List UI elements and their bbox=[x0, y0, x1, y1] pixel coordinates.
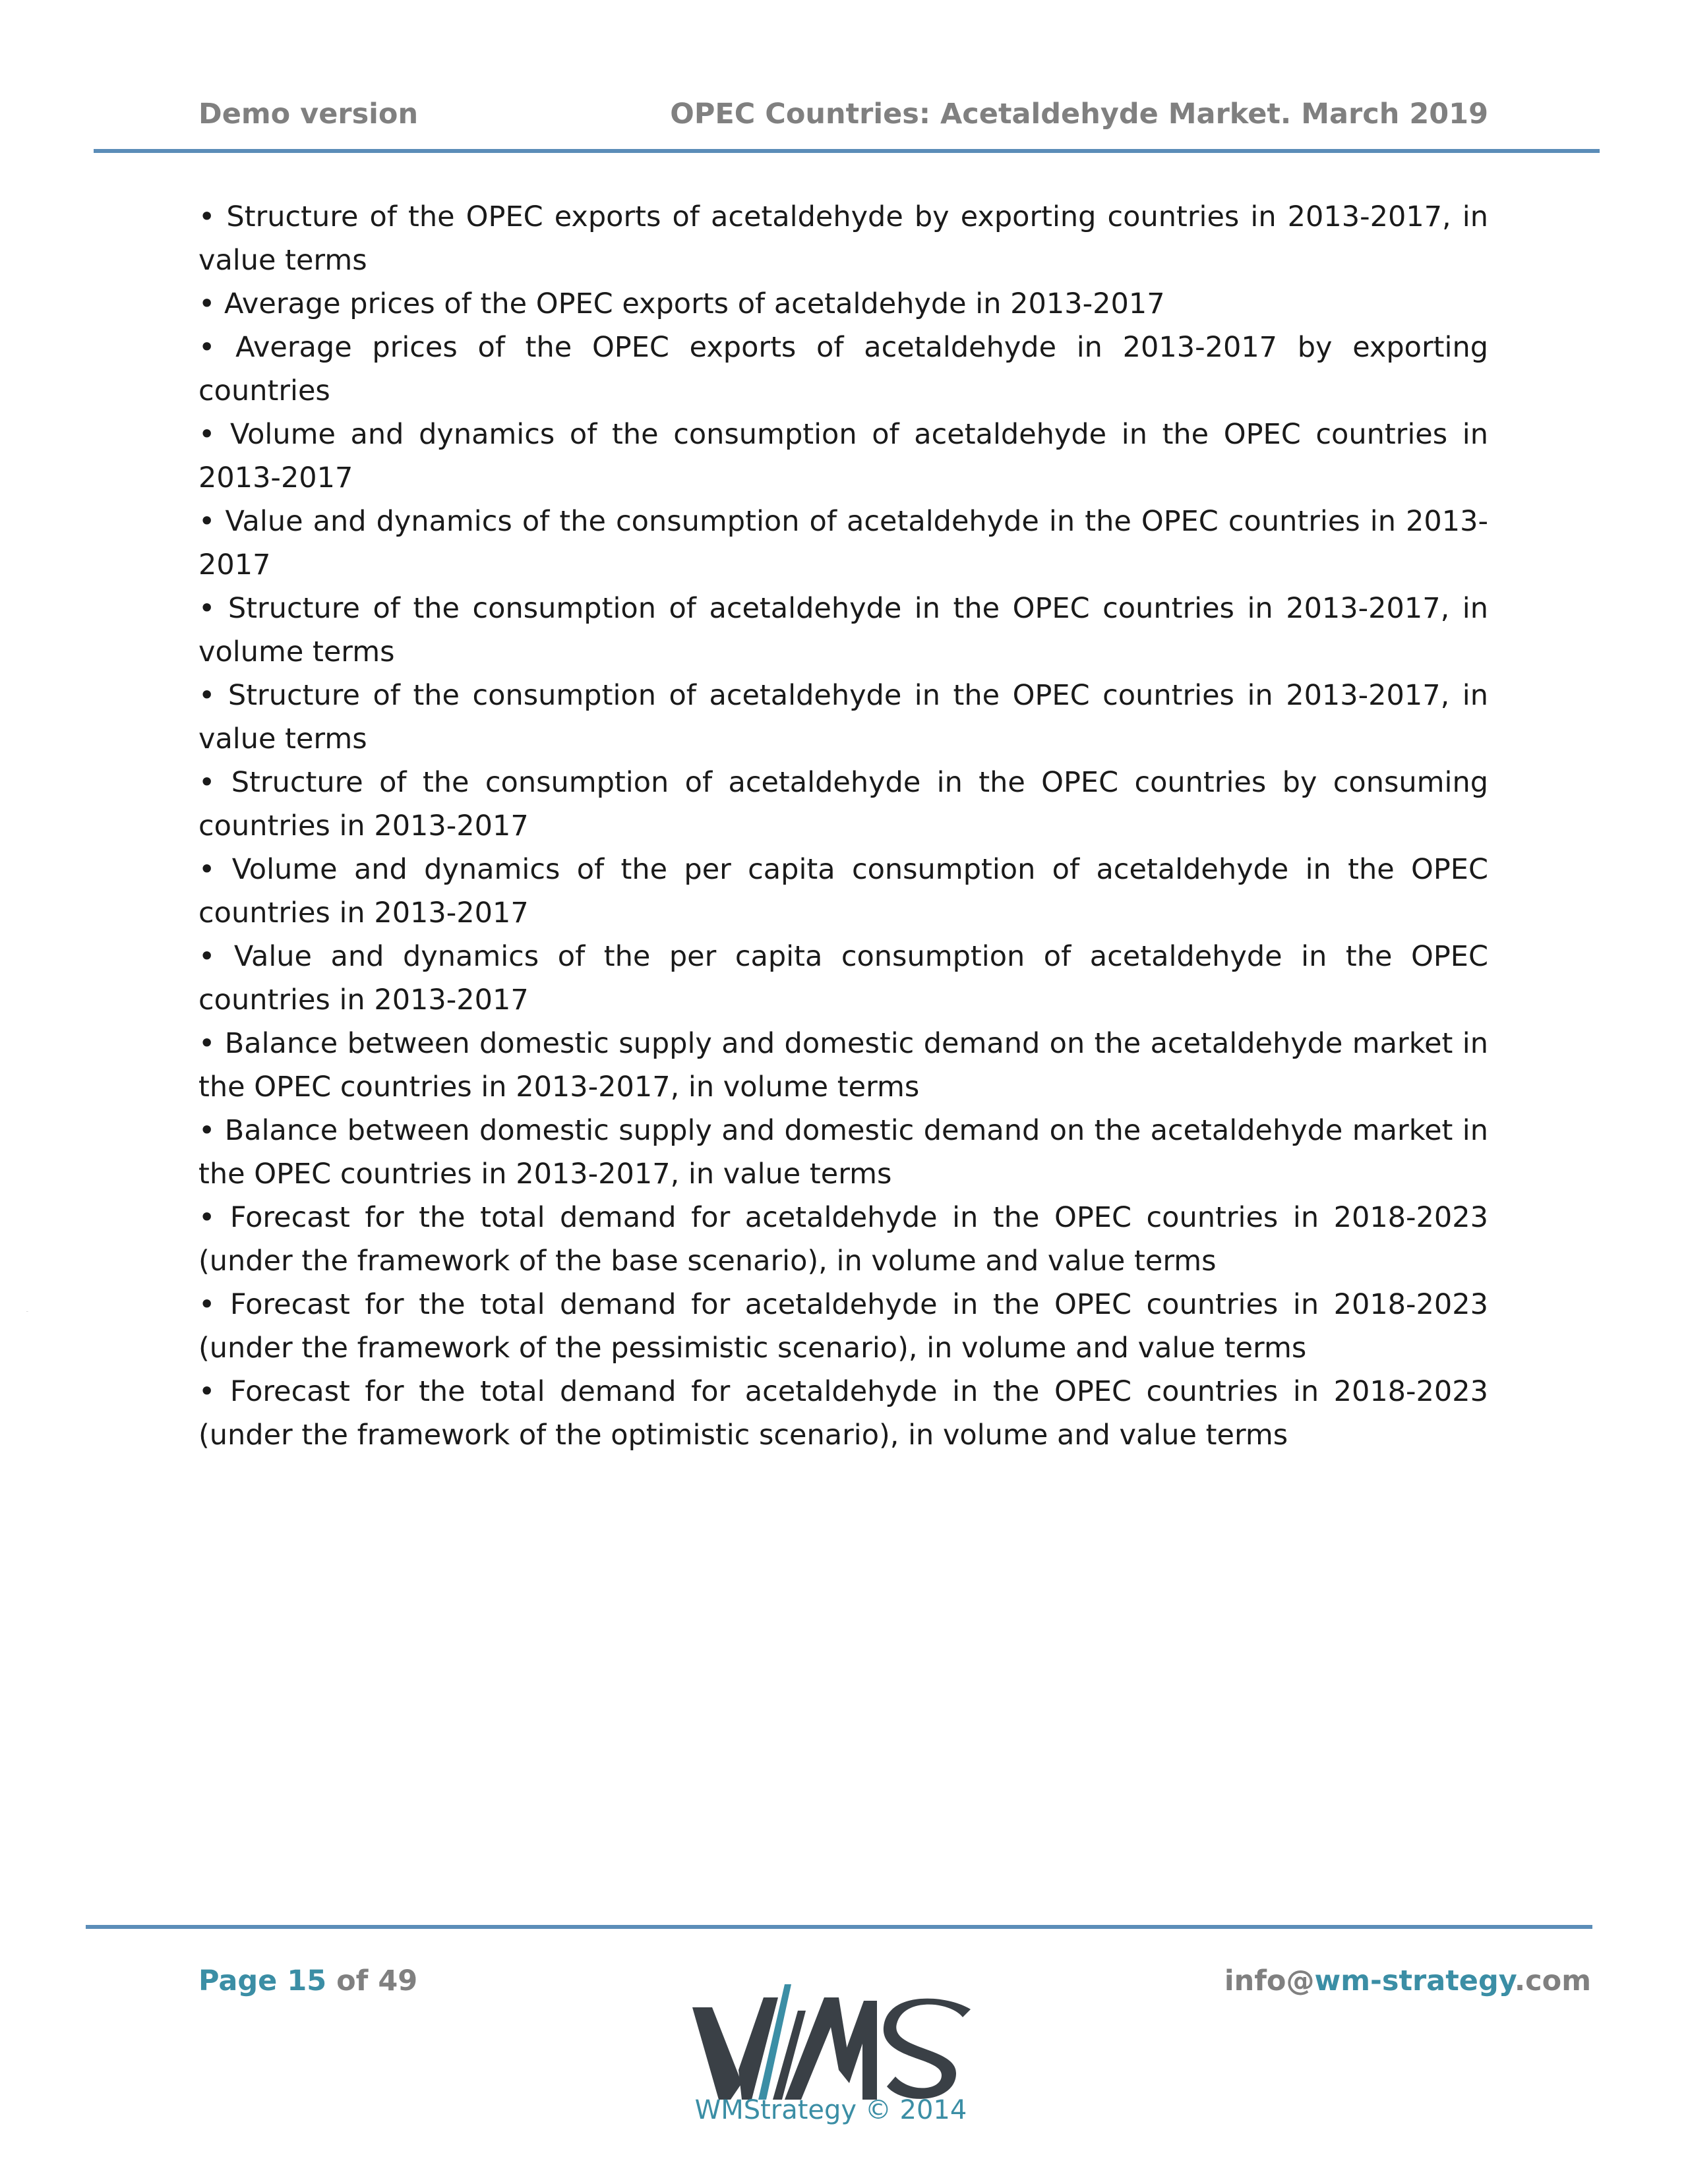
list-item: • Volume and dynamics of the per capita consumption of acetaldehyde in the OPEC countries in 2013-2017 bbox=[198, 853, 1488, 930]
list-item: • Forecast for the total demand for acetaldehyde in the OPEC countries in 2018-2023 (under the framework of the pessimistic scenario), in volume and value terms bbox=[198, 1288, 1488, 1365]
logo-caption: WMStrategy © 2014 bbox=[694, 2095, 967, 2125]
list-item: • Forecast for the total demand for acetaldehyde in the OPEC countries in 2018-2023 (under the framework of the base scenario), in volume and value terms bbox=[198, 1201, 1488, 1278]
header-demo-label: Demo version bbox=[198, 98, 419, 131]
header-title: OPEC Countries: Acetaldehyde Market. March 2019 bbox=[670, 98, 1488, 131]
list-item: • Volume and dynamics of the consumption of acetaldehyde in the OPEC countries in 2013-2017 bbox=[198, 418, 1488, 494]
header-divider bbox=[94, 149, 1600, 153]
list-item: • Value and dynamics of the consumption of acetaldehyde in the OPEC countries in 2013-2017 bbox=[198, 505, 1488, 581]
list-item: • Structure of the consumption of acetaldehyde in the OPEC countries in 2013-2017, in value terms bbox=[198, 679, 1488, 755]
list-item: • Structure of the consumption of acetaldehyde in the OPEC countries in 2013-2017, in volume terms bbox=[198, 592, 1488, 668]
email-tld: .com bbox=[1514, 1964, 1591, 1997]
list-item: • Forecast for the total demand for acetaldehyde in the OPEC countries in 2018-2023 (under the framework of the optimistic scenario), in volume and value terms bbox=[198, 1375, 1488, 1452]
list-item: • Structure of the OPEC exports of acetaldehyde by exporting countries in 2013-2017, in value terms bbox=[198, 200, 1488, 277]
list-item: • Average prices of the OPEC exports of acetaldehyde in 2013-2017 bbox=[198, 287, 1165, 320]
page-number bbox=[198, 1964, 417, 1997]
page-word: Page bbox=[198, 1964, 278, 1997]
page-current: 15 bbox=[287, 1964, 327, 1997]
logo-text: WMS bbox=[26, 1312, 28, 1313]
bullet-list bbox=[198, 195, 1488, 1457]
list-item: • Balance between domestic supply and domestic demand on the acetaldehyde market in the OPEC countries in 2013-2017, in value terms bbox=[198, 1114, 1488, 1191]
email-user: info@ bbox=[1224, 1964, 1315, 1997]
list-item: • Structure of the consumption of acetaldehyde in the OPEC countries by consuming countries in 2013-2017 bbox=[198, 766, 1488, 842]
list-item: • Balance between domestic supply and domestic demand on the acetaldehyde market in the OPEC countries in 2013-2017, in volume terms bbox=[198, 1027, 1488, 1104]
page-total: 49 bbox=[378, 1964, 418, 1997]
footer-divider bbox=[86, 1925, 1592, 1929]
list-item: • Value and dynamics of the per capita consumption of acetaldehyde in the OPEC countries in 2013-2017 bbox=[198, 940, 1488, 1017]
contact-email[interactable] bbox=[1224, 1964, 1591, 1997]
email-domain: wm-strategy bbox=[1314, 1964, 1515, 1997]
page-of: of bbox=[336, 1964, 369, 1997]
list-item: • Average prices of the OPEC exports of acetaldehyde in 2013-2017 by exporting countries bbox=[198, 331, 1488, 407]
